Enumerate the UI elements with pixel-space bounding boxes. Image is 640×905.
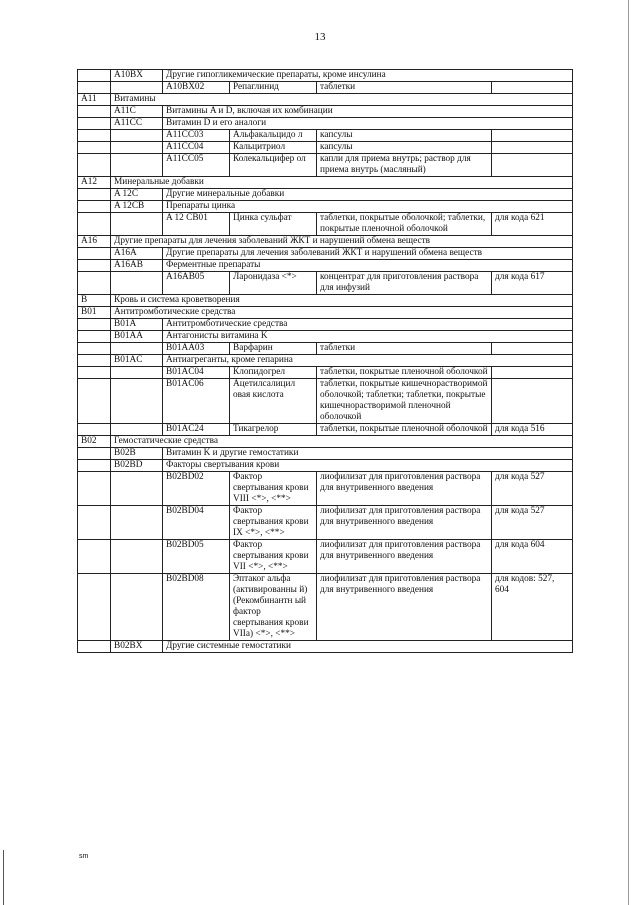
subgroup-name-cell: Витамин D и его аналоги	[163, 118, 573, 130]
table-row	[78, 472, 573, 506]
drug-code-cell: B02BD02	[163, 472, 230, 506]
empty-cell	[78, 367, 111, 379]
empty-cell	[111, 367, 163, 379]
drug-code-cell: B02BD05	[163, 540, 230, 574]
subgroup-name-cell: Витамины A и D, включая их комбинации	[163, 106, 573, 118]
table-body	[78, 70, 573, 653]
empty-cell	[78, 540, 111, 574]
empty-cell	[111, 506, 163, 540]
empty-cell	[111, 424, 163, 436]
subgroup-name-cell: Другие гипогликемические препараты, кроме инсулина	[163, 70, 573, 82]
drug-name-cell: Варфарин	[230, 343, 317, 355]
subgroup-code-cell: B02B	[111, 448, 163, 460]
note-cell: для кода 527	[492, 472, 573, 506]
drug-classification-table	[77, 69, 573, 653]
table-row	[78, 118, 573, 130]
subgroup-code-cell: A 12CB	[111, 201, 163, 213]
group-code-cell: A16	[78, 236, 111, 248]
subgroup-name-cell: Антитромботические средства	[163, 319, 573, 331]
table-row	[78, 177, 573, 189]
empty-cell	[78, 379, 111, 424]
group-name-cell: Гемостатические средства	[111, 436, 573, 448]
dosage-form-cell: таблетки	[317, 343, 492, 355]
table-row	[78, 424, 573, 436]
subgroup-name-cell: Антиагреганты, кроме гепарина	[163, 355, 573, 367]
dosage-form-cell: таблетки	[317, 82, 492, 94]
group-code-cell: A12	[78, 177, 111, 189]
table-row	[78, 355, 573, 367]
empty-cell	[78, 82, 111, 94]
group-code-cell: B01	[78, 307, 111, 319]
subgroup-name-cell: Антагонисты витамина K	[163, 331, 573, 343]
dosage-form-cell: лиофилизат для приготовления раствора для внутривенного введения	[317, 540, 492, 574]
subgroup-name-cell: Факторы свертывания крови	[163, 460, 573, 472]
subgroup-code-cell: B01A	[111, 319, 163, 331]
empty-cell	[111, 343, 163, 355]
empty-cell	[78, 506, 111, 540]
drug-name-cell: Фактор свертывания крови IX <*>, <**>	[230, 506, 317, 540]
table-row	[78, 295, 573, 307]
drug-code-cell: B01AC06	[163, 379, 230, 424]
table-row	[78, 248, 573, 260]
drug-name-cell: Фактор свертывания крови VIII <*>, <**>	[230, 472, 317, 506]
group-name-cell: Кровь и система кроветворения	[111, 295, 573, 307]
empty-cell	[78, 424, 111, 436]
subgroup-code-cell: B01AA	[111, 331, 163, 343]
group-name-cell: Минеральные добавки	[111, 177, 573, 189]
empty-cell	[78, 448, 111, 460]
table-row	[78, 506, 573, 540]
group-name-cell: Другие препараты для лечения заболеваний ЖКТ и нарушений обмена веществ	[111, 236, 573, 248]
subgroup-code-cell: A16A	[111, 248, 163, 260]
table-row	[78, 201, 573, 213]
empty-cell	[78, 154, 111, 177]
table-row	[78, 154, 573, 177]
table-row	[78, 319, 573, 331]
empty-cell	[78, 343, 111, 355]
table-row	[78, 367, 573, 379]
empty-cell	[78, 130, 111, 142]
empty-cell	[78, 355, 111, 367]
group-code-cell: B	[78, 295, 111, 307]
drug-code-cell: A11CC03	[163, 130, 230, 142]
drug-name-cell: Альфакальцидо л	[230, 130, 317, 142]
table-row	[78, 641, 573, 653]
dosage-form-cell: таблетки, покрытые пленочной оболочкой	[317, 424, 492, 436]
note-cell: для кодов: 527, 604	[492, 574, 573, 641]
note-cell	[492, 130, 573, 142]
dosage-form-cell: таблетки, покрытые пленочной оболочкой	[317, 367, 492, 379]
empty-cell	[78, 189, 111, 201]
footer-mark: sm	[79, 853, 89, 860]
empty-cell	[78, 472, 111, 506]
page-number: 13	[314, 31, 326, 43]
subgroup-code-cell: A 12C	[111, 189, 163, 201]
group-code-cell: B02	[78, 436, 111, 448]
dosage-form-cell: лиофилизат для приготовления раствора для внутривенного введения	[317, 574, 492, 641]
subgroup-code-cell: A16AB	[111, 260, 163, 272]
dosage-form-cell: лиофилизат для приготовления раствора для внутривенного введения	[317, 472, 492, 506]
table-row	[78, 82, 573, 94]
drug-name-cell: Ацетилсалицил овая кислота	[230, 379, 317, 424]
drug-name-cell: Клопидогрел	[230, 367, 317, 379]
table-row	[78, 436, 573, 448]
empty-cell	[78, 641, 111, 653]
empty-cell	[111, 82, 163, 94]
table-row	[78, 331, 573, 343]
dosage-form-cell: капсулы	[317, 142, 492, 154]
empty-cell	[78, 460, 111, 472]
table-row	[78, 236, 573, 248]
table-row	[78, 307, 573, 319]
empty-cell	[78, 319, 111, 331]
note-cell	[492, 343, 573, 355]
subgroup-code-cell: A11C	[111, 106, 163, 118]
group-name-cell: Витамины	[111, 94, 573, 106]
subgroup-name-cell: Ферментные препараты	[163, 260, 573, 272]
table-row	[78, 574, 573, 641]
empty-cell	[78, 118, 111, 130]
drug-code-cell: A 12 CB01	[163, 213, 230, 236]
drug-code-cell: A11CC04	[163, 142, 230, 154]
group-code-cell: A11	[78, 94, 111, 106]
drug-code-cell: B01AA03	[163, 343, 230, 355]
drug-name-cell: Тикагрелор	[230, 424, 317, 436]
table-row	[78, 540, 573, 574]
table-row	[78, 70, 573, 82]
empty-cell	[78, 70, 111, 82]
empty-cell	[111, 154, 163, 177]
subgroup-name-cell: Другие системные гемостатики	[163, 641, 573, 653]
note-cell: для кода 621	[492, 213, 573, 236]
empty-cell	[78, 272, 111, 295]
note-cell	[492, 142, 573, 154]
table-row	[78, 343, 573, 355]
subgroup-code-cell: B02BX	[111, 641, 163, 653]
subgroup-code-cell: B01AC	[111, 355, 163, 367]
dosage-form-cell: таблетки, покрытые оболочкой; таблетки, покрытые пленочной оболочкой	[317, 213, 492, 236]
scan-edge-mark	[3, 850, 4, 905]
drug-code-cell: B01AC04	[163, 367, 230, 379]
note-cell	[492, 154, 573, 177]
subgroup-name-cell: Препараты цинка	[163, 201, 573, 213]
empty-cell	[78, 248, 111, 260]
drug-name-cell: Цинка сульфат	[230, 213, 317, 236]
empty-cell	[111, 574, 163, 641]
table-row	[78, 260, 573, 272]
subgroup-code-cell: B02BD	[111, 460, 163, 472]
empty-cell	[111, 142, 163, 154]
table-row	[78, 379, 573, 424]
table-row	[78, 106, 573, 118]
dosage-form-cell: капсулы	[317, 130, 492, 142]
drug-name-cell: Фактор свертывания крови VII <*>, <**>	[230, 540, 317, 574]
drug-name-cell: Кальцитриол	[230, 142, 317, 154]
drug-name-cell: Репаглинид	[230, 82, 317, 94]
note-cell: для кода 516	[492, 424, 573, 436]
note-cell: для кода 617	[492, 272, 573, 295]
table-row	[78, 189, 573, 201]
empty-cell	[78, 574, 111, 641]
subgroup-name-cell: Витамин K и другие гемостатики	[163, 448, 573, 460]
scan-edge-mark	[628, 0, 629, 905]
empty-cell	[78, 106, 111, 118]
subgroup-name-cell: Другие минеральные добавки	[163, 189, 573, 201]
dosage-form-cell: капли для приема внутрь; раствор для приема внутрь (масляный)	[317, 154, 492, 177]
empty-cell	[78, 331, 111, 343]
table-row	[78, 460, 573, 472]
note-cell	[492, 82, 573, 94]
subgroup-name-cell: Другие препараты для лечения заболеваний ЖКТ и нарушений обмена веществ	[163, 248, 573, 260]
drug-code-cell: B01AC24	[163, 424, 230, 436]
table-row	[78, 272, 573, 295]
empty-cell	[111, 540, 163, 574]
table-row	[78, 213, 573, 236]
dosage-form-cell: лиофилизат для приготовления раствора для внутривенного введения	[317, 506, 492, 540]
empty-cell	[111, 130, 163, 142]
drug-code-cell: B02BD04	[163, 506, 230, 540]
dosage-form-cell: концентрат для приготовления раствора для инфузий	[317, 272, 492, 295]
subgroup-code-cell: A10BX	[111, 70, 163, 82]
table-row	[78, 448, 573, 460]
note-cell	[492, 367, 573, 379]
table-row	[78, 94, 573, 106]
drug-name-cell: Колекальцифер ол	[230, 154, 317, 177]
drug-name-cell: Эптаког альфа (активированны й) (Рекомбинантн ый фактор свертывания крови VIIa) <*>, <**>	[230, 574, 317, 641]
drug-name-cell: Ларонидаза <*>	[230, 272, 317, 295]
empty-cell	[111, 379, 163, 424]
table-row	[78, 130, 573, 142]
drug-code-cell: A16AB05	[163, 272, 230, 295]
table-row	[78, 142, 573, 154]
subgroup-code-cell: A11CC	[111, 118, 163, 130]
empty-cell	[111, 472, 163, 506]
note-cell: для кода 604	[492, 540, 573, 574]
drug-code-cell: B02BD08	[163, 574, 230, 641]
group-name-cell: Антитромботические средства	[111, 307, 573, 319]
empty-cell	[78, 213, 111, 236]
note-cell	[492, 379, 573, 424]
empty-cell	[111, 213, 163, 236]
empty-cell	[111, 272, 163, 295]
drug-code-cell: A11CC05	[163, 154, 230, 177]
note-cell: для кода 527	[492, 506, 573, 540]
dosage-form-cell: таблетки, покрытые кишечнорастворимой оболочкой; таблетки; таблетки, покрытые кишечнорастворимой пленочной оболочкой	[317, 379, 492, 424]
drug-code-cell: A10BX02	[163, 82, 230, 94]
empty-cell	[78, 201, 111, 213]
empty-cell	[78, 260, 111, 272]
empty-cell	[78, 142, 111, 154]
